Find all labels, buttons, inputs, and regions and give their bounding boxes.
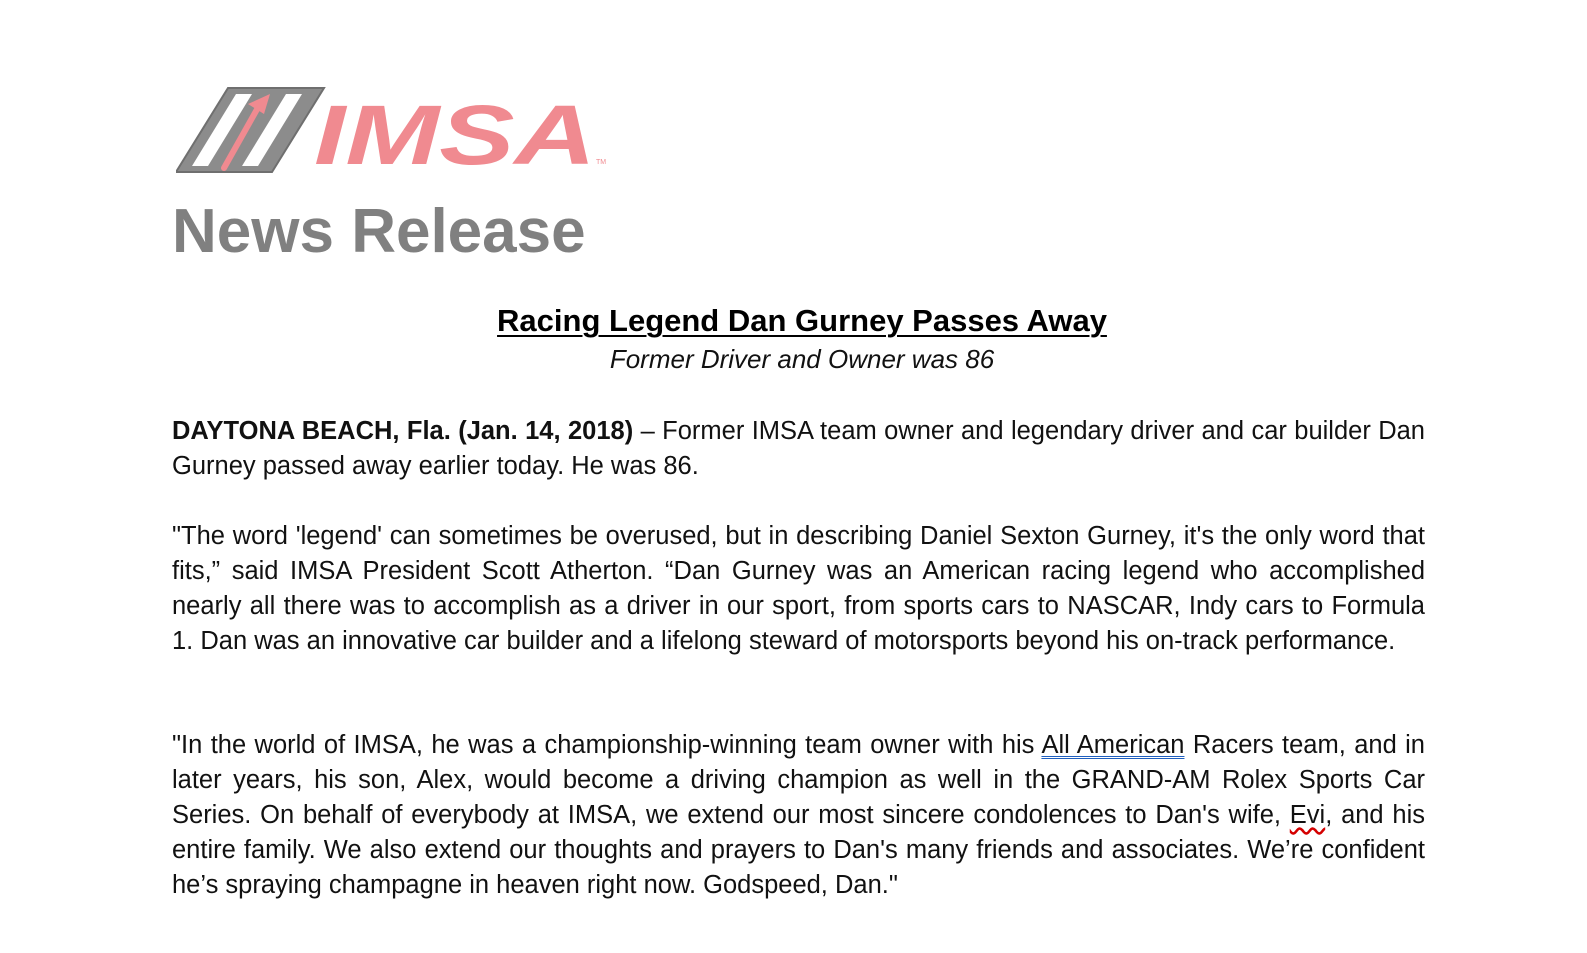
paragraph-3-part3: , and his entire family. We also extend our thoughts and prayers to Dan's many friends and associates. We’re confident he’s spraying champagne in heaven right now. Godspeed, Dan." bbox=[172, 801, 1425, 899]
headline: Racing Legend Dan Gurney Passes Away bbox=[497, 303, 1107, 338]
svg-text:TM: TM bbox=[596, 159, 607, 166]
paragraph-2: "The word 'legend' can sometimes be overused, but in describing Daniel Sexton Gurney, it's the only word that fits,” said IMSA President Scott Atherton. “Dan Gurney was an American racing legend who accomplished nearly all there was to accomplish as a driver in our sport, from sports cars to NASCAR, Indy cars to Formula 1. Dan was an innovative car builder and a lifelong steward of motorsports beyond his on-track performance. bbox=[172, 522, 1425, 655]
paragraph-1 bbox=[172, 414, 1425, 484]
all-american-link[interactable]: All American bbox=[1041, 731, 1185, 759]
spellcheck-flagged-word[interactable]: Evi bbox=[1289, 801, 1326, 829]
imsa-logo-text: IMSA bbox=[314, 88, 596, 180]
subheadline: Former Driver and Owner was 86 bbox=[609, 344, 995, 374]
imsa-logo bbox=[176, 84, 616, 180]
imsa-logo-icon bbox=[176, 84, 616, 180]
section-title: News Release bbox=[172, 197, 586, 266]
dateline: DAYTONA BEACH, Fla. (Jan. 14, 2018) bbox=[172, 417, 634, 445]
paragraph-3-part1: "In the world of IMSA, he was a championship-winning team owner with his bbox=[172, 731, 1042, 759]
paragraph-3 bbox=[172, 728, 1425, 903]
paragraph-3-part2: Racers team, and in later years, his son, Alex, would become a driving champion as well in the GRAND-AM Rolex Sports Car Series. On behalf of everybody at IMSA, we extend our most sincere condolences to Dan's wife, bbox=[172, 731, 1425, 829]
paragraph-1-text: – Former IMSA team owner and legendary driver and car builder Dan Gurney passed away earlier today. He was 86. bbox=[172, 417, 1425, 480]
